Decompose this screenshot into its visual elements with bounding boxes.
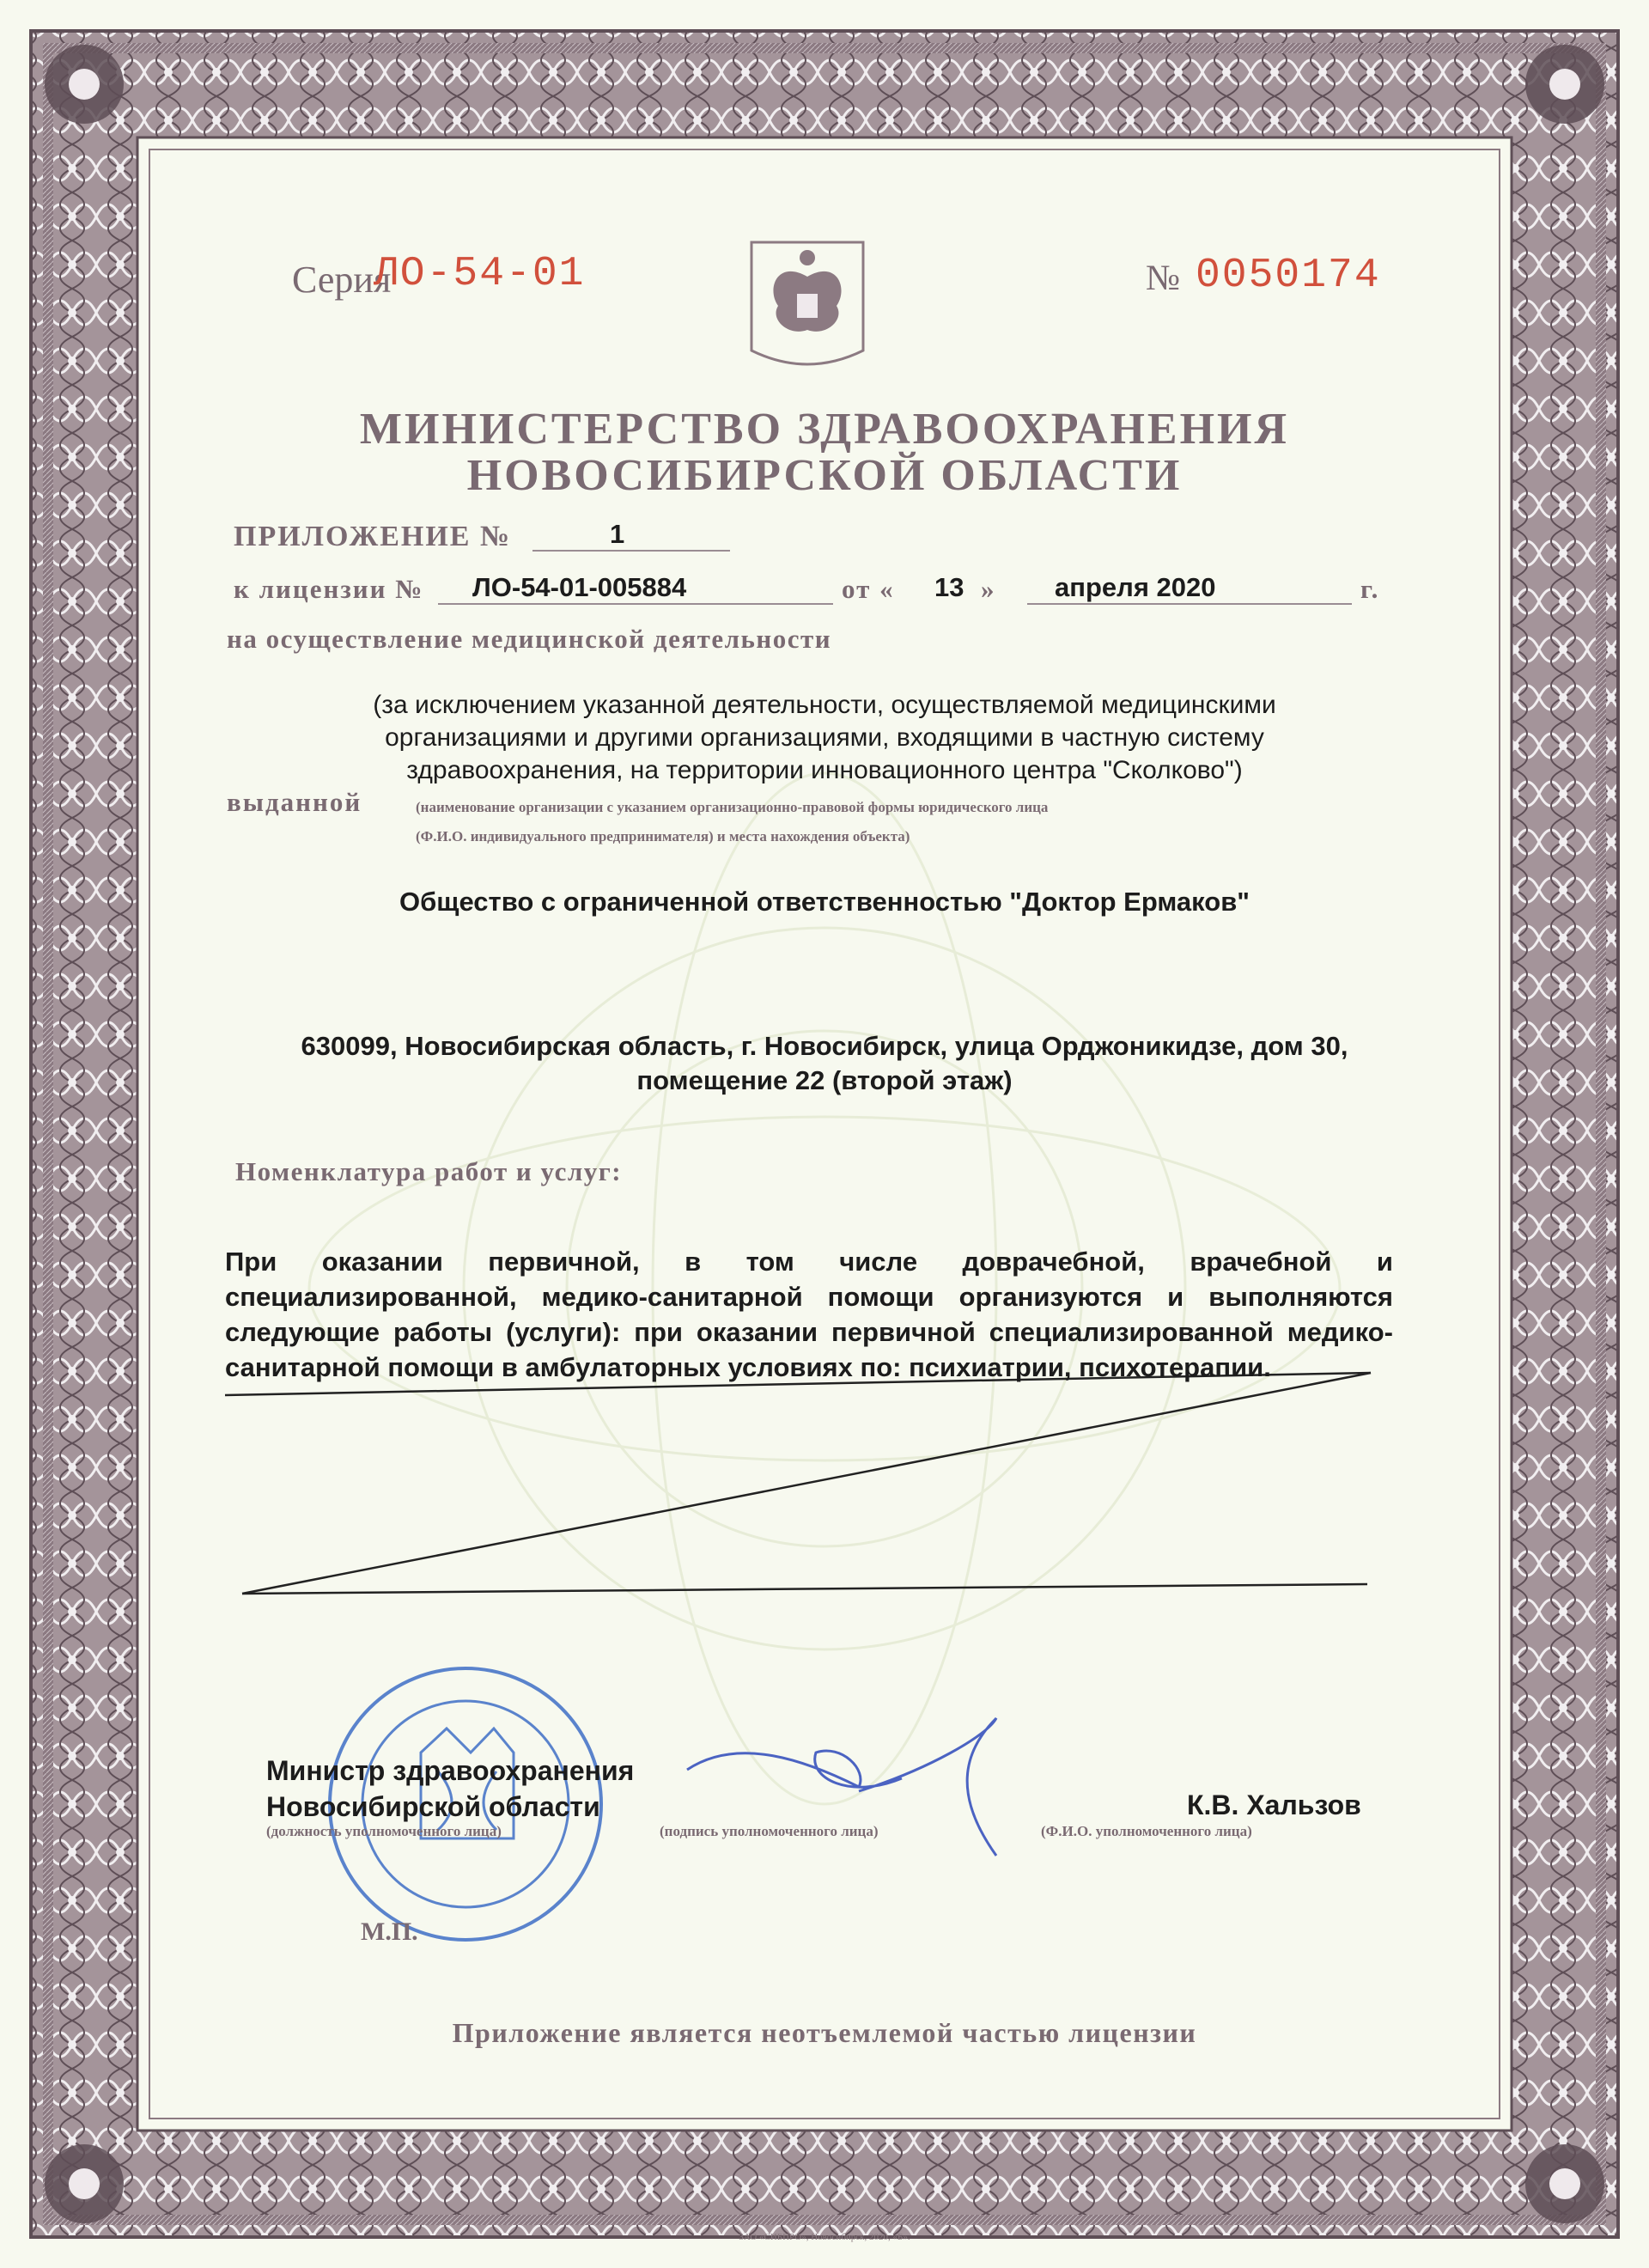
license-number-line xyxy=(438,603,833,605)
position-line: Новосибирской области xyxy=(266,1791,600,1822)
ministry-title: МИНИСТЕРСТВО ЗДРАВООХРАНЕНИЯ xyxy=(359,405,1290,454)
year-suffix: г. xyxy=(1360,574,1380,604)
appendix-number: 1 xyxy=(610,519,625,549)
position-caption: (должность уполномоченного лица) xyxy=(266,1823,502,1839)
services-list xyxy=(225,1244,1393,1385)
issued-caption: (Ф.И.О. индивидуального предпринимателя) и места нахождения объекта) xyxy=(416,828,910,844)
date-from: от « xyxy=(842,574,895,604)
license-label: к лицензии № xyxy=(234,574,424,604)
exclusion-line: здравоохранения, на территории инновационного центра "Сколково") xyxy=(406,756,1243,784)
activity-label: на осуществление медицинской деятельности xyxy=(227,624,832,654)
services-line: санитарной помощи в амбулаторных условиях по: психиатрии, психотерапии. xyxy=(225,1352,1271,1382)
stamp-place: М.П. xyxy=(361,1917,418,1946)
services-line: При оказании первичной, в том числе доврачебной, врачебной и xyxy=(225,1247,1393,1277)
license-number: ЛО-54-01-005884 xyxy=(472,572,687,602)
series-value: ЛО-54-01 xyxy=(374,251,586,297)
license-date-line xyxy=(1027,603,1352,605)
signatory-name: К.В. Хальзов xyxy=(1187,1789,1361,1820)
address-line: 630099, Новосибирская область, г. Новосибирск, улица Орджоникидзе, дом 30, xyxy=(301,1031,1348,1061)
coat-of-arms-icon xyxy=(751,242,863,364)
issued-caption: (наименование организации с указанием организационно-правовой формы юридического лица xyxy=(416,799,1049,815)
appendix-line xyxy=(532,550,730,552)
nomenclature-label: Номенклатура работ и услуг: xyxy=(235,1156,623,1186)
series-label: Серия xyxy=(292,259,392,301)
exclusion-line: организациями и другими организациями, входящими в частную систему xyxy=(385,723,1264,752)
license-month-year: апреля 2020 xyxy=(1055,572,1216,602)
number-label: № xyxy=(1146,259,1181,298)
ministry-region: НОВОСИБИРСКОЙ ОБЛАСТИ xyxy=(466,451,1183,500)
organization-name: Общество с ограниченной ответственностью "Доктор Ермаков" xyxy=(399,887,1250,917)
services-line: следующие работы (услуги): при оказании первичной специализированной медико- xyxy=(225,1317,1393,1347)
organization-address xyxy=(0,1029,1649,1098)
exclusion-line: (за исключением указанной деятельности, осуществляемой медицинскими xyxy=(373,691,1276,719)
sign-caption: (подпись уполномоченного лица) xyxy=(660,1823,879,1839)
exclusion-paragraph xyxy=(223,689,1426,787)
footer-note: Приложение является неотъемлемой частью лицензии xyxy=(452,2017,1197,2048)
appendix-label: ПРИЛОЖЕНИЕ № xyxy=(234,521,512,552)
license-day: 13 xyxy=(934,572,964,602)
address-line: помещение 22 (второй этаж) xyxy=(636,1065,1013,1095)
position-line: Министр здравоохранения xyxy=(266,1755,635,1786)
signatory-position xyxy=(266,1753,634,1825)
date-close: » xyxy=(981,574,996,604)
services-line: специализированной, медико-санитарной помощи организуются и выполняются xyxy=(225,1282,1393,1312)
name-caption: (Ф.И.О. уполномоченного лица) xyxy=(1041,1823,1252,1839)
print-info: ЗАО «СИБПРО», Новосибирск, 2020, «Б». xyxy=(739,2232,910,2242)
issued-label: выданной xyxy=(227,787,362,817)
number-value: 0050174 xyxy=(1196,253,1381,299)
